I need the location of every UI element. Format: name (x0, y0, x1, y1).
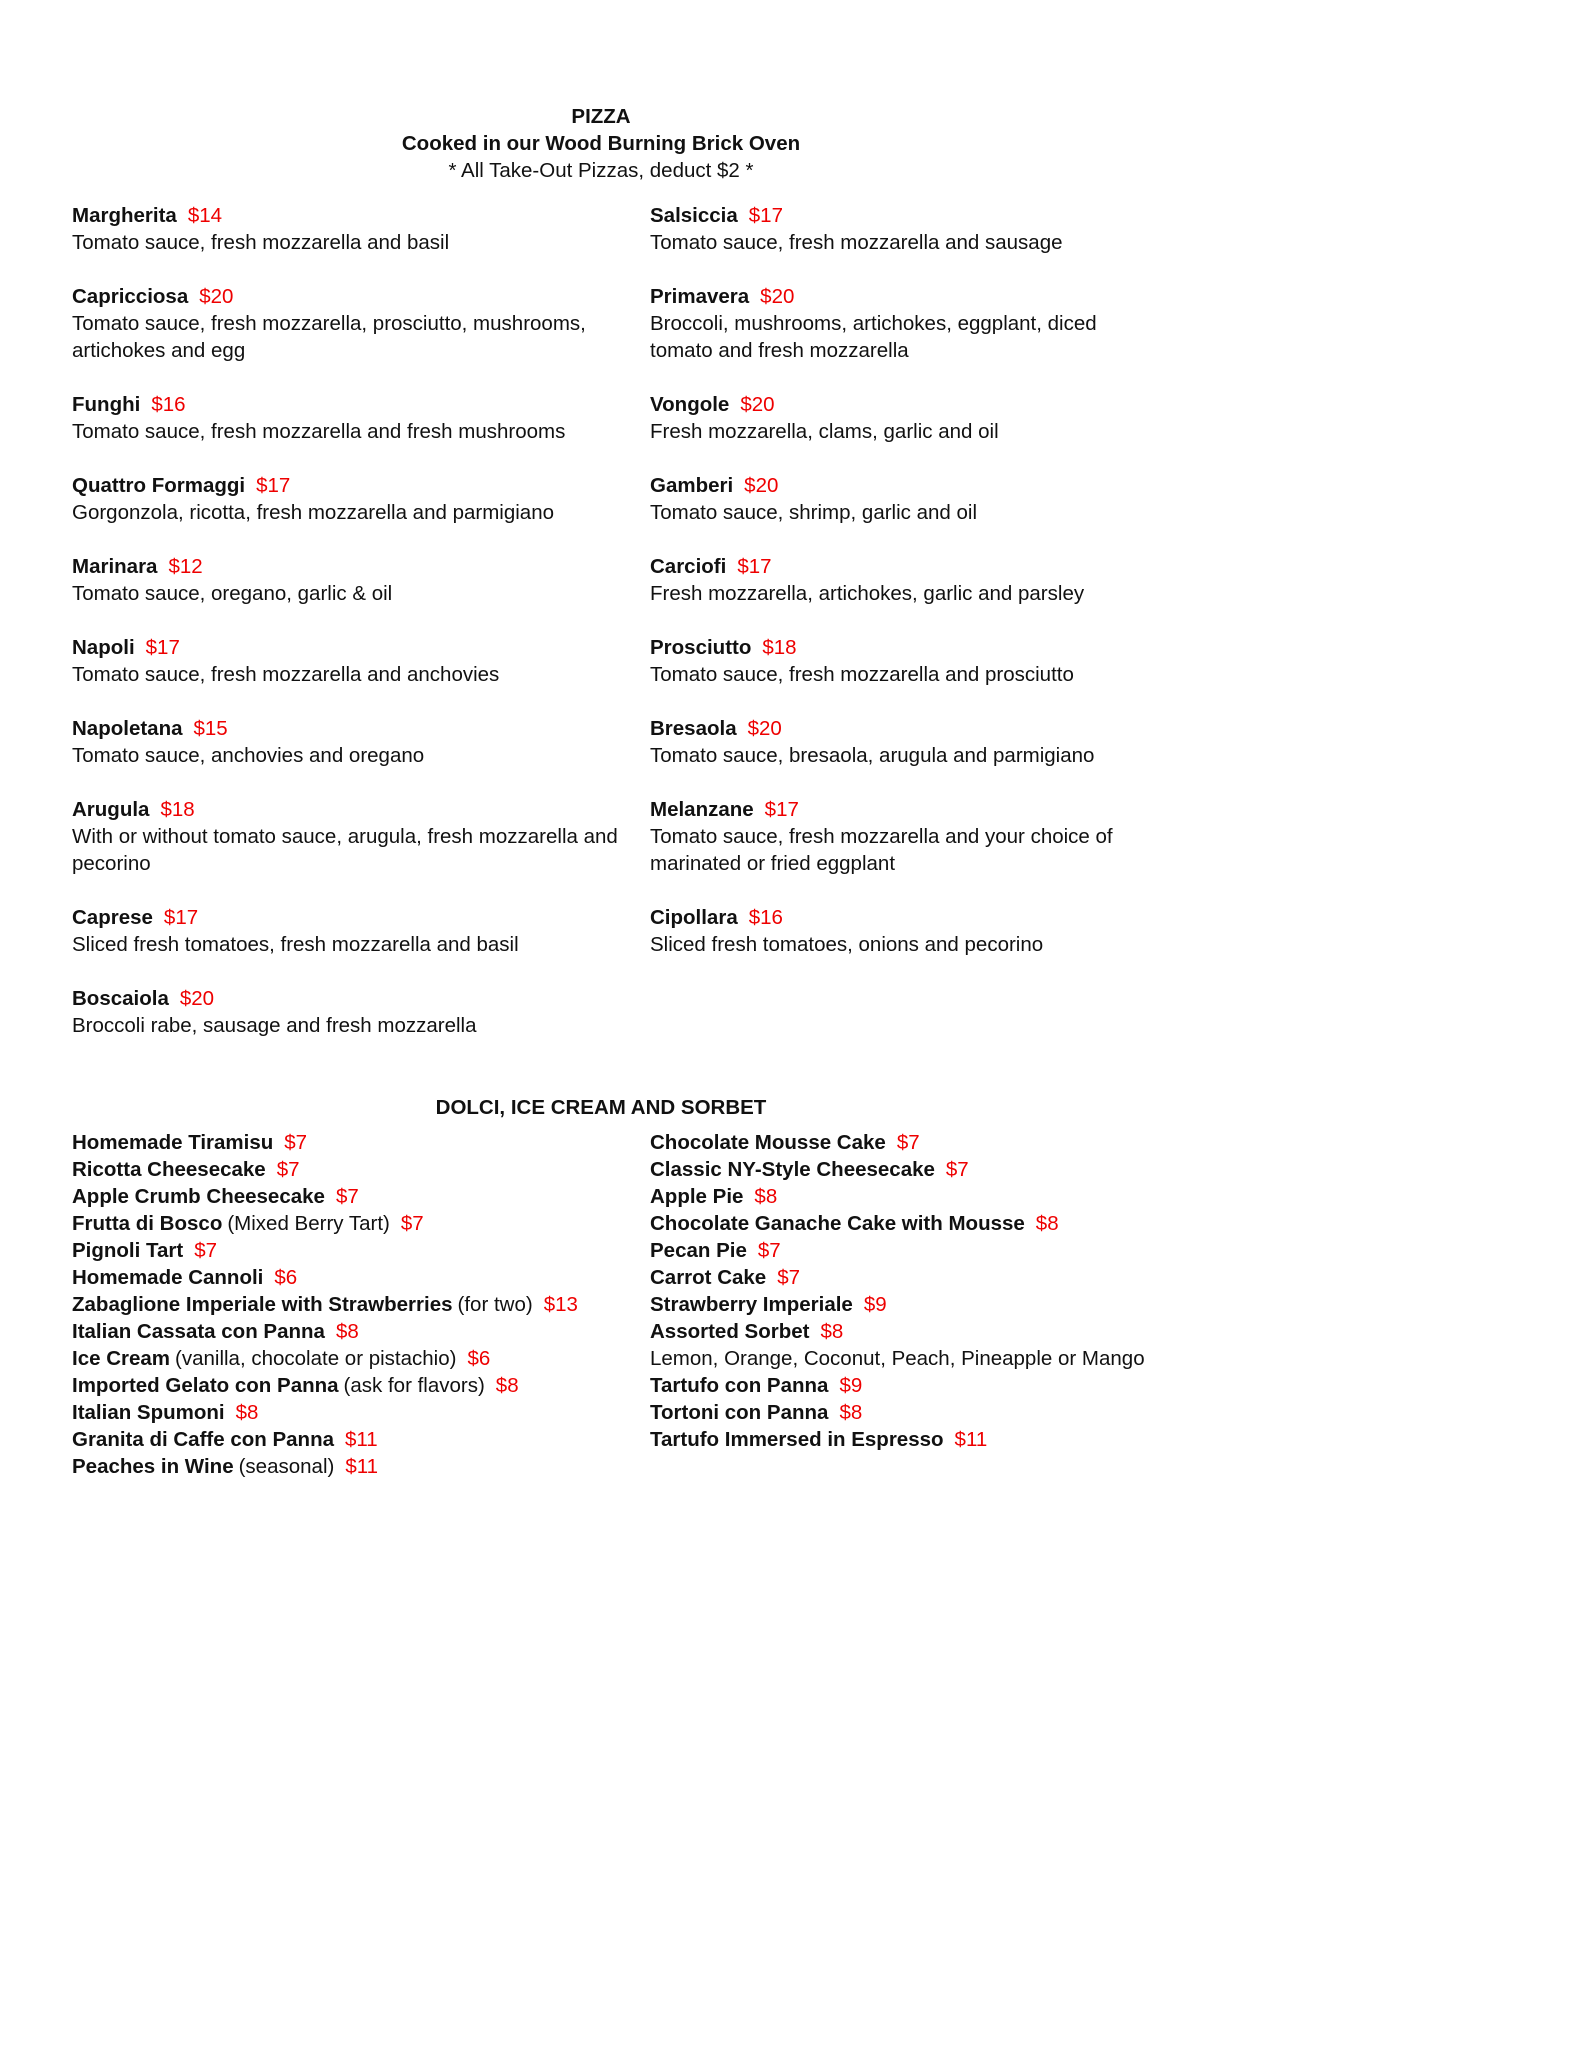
item-name: Tartufo con Panna (650, 1374, 829, 1397)
item-price: $20 (179, 987, 215, 1010)
item-description: With or without tomato sauce, arugula, fresh mozzarella and pecorino (72, 825, 618, 875)
item-description: Tomato sauce, shrimp, garlic and oil (650, 501, 978, 524)
menu-item (72, 202, 650, 256)
menu-item (650, 472, 1130, 526)
dolci-item (72, 1426, 650, 1453)
menu-item-header (72, 634, 620, 661)
item-name: Margherita (72, 204, 177, 227)
menu-item (72, 715, 650, 769)
item-price: $11 (954, 1428, 988, 1451)
menu-item (650, 634, 1130, 688)
item-name: Pignoli Tart (72, 1239, 184, 1262)
menu-item-header (650, 634, 1130, 661)
dolci-item (650, 1291, 1130, 1318)
item-price: $8 (495, 1374, 519, 1397)
item-price: $13 (543, 1293, 578, 1316)
item-note: (for two) (457, 1293, 533, 1316)
menu-item (72, 985, 650, 1039)
item-name: Granita di Caffe con Panna (72, 1428, 334, 1451)
item-price: $8 (754, 1185, 778, 1208)
item-price: $7 (400, 1212, 424, 1235)
menu-item (72, 283, 650, 364)
menu-item (72, 796, 650, 877)
item-price: $16 (151, 393, 186, 416)
menu-item-header (650, 715, 1130, 742)
dolci-item (650, 1345, 1145, 1372)
item-description: Tomato sauce, fresh mozzarella, prosciutto, mushrooms, artichokes and egg (72, 312, 586, 362)
item-name: Ricotta Cheesecake (72, 1158, 266, 1181)
item-name: Boscaiola (72, 987, 169, 1010)
dolci-item (650, 1264, 1130, 1291)
item-description: Tomato sauce, fresh mozzarella and your choice of marinated or fried eggplant (650, 825, 1113, 875)
menu-item (650, 904, 1130, 958)
item-price: $17 (145, 636, 180, 659)
menu-item-header (72, 796, 620, 823)
item-price: $18 (762, 636, 797, 659)
menu-item (72, 472, 650, 526)
item-price: $20 (760, 285, 795, 308)
item-description: Sliced fresh tomatoes, onions and pecorino (650, 933, 1044, 956)
item-price: $6 (274, 1266, 298, 1289)
item-price: $7 (335, 1185, 359, 1208)
item-name: Strawberry Imperiale (650, 1293, 853, 1316)
item-name: Melanzane (650, 798, 754, 821)
item-description: Broccoli rabe, sausage and fresh mozzarella (72, 1014, 477, 1037)
item-name: Pecan Pie (650, 1239, 747, 1262)
menu-item-header (650, 904, 1130, 931)
dolci-column-left (72, 1129, 650, 1480)
item-name: Chocolate Ganache Cake with Mousse (650, 1212, 1025, 1235)
item-name: Frutta di Bosco (72, 1212, 223, 1235)
menu-item (72, 553, 650, 607)
dolci-item (72, 1237, 650, 1264)
item-price: $8 (839, 1401, 863, 1424)
item-price: $7 (276, 1158, 300, 1181)
item-description: Tomato sauce, anchovies and oregano (72, 744, 425, 767)
item-name: Tartufo Immersed in Espresso (650, 1428, 944, 1451)
dolci-item (650, 1183, 1130, 1210)
item-note: (ask for flavors) (343, 1374, 485, 1397)
item-price: $16 (748, 906, 783, 929)
dolci-item (650, 1372, 1130, 1399)
item-description: Gorgonzola, ricotta, fresh mozzarella and parmigiano (72, 501, 554, 524)
item-price: $20 (744, 474, 779, 497)
dolci-section-title: DOLCI, ICE CREAM AND SORBET (435, 1096, 767, 1119)
dolci-item (650, 1399, 1130, 1426)
item-price: $8 (1035, 1212, 1059, 1235)
item-name: Carrot Cake (650, 1266, 767, 1289)
item-price: $17 (256, 474, 291, 497)
menu-item (650, 715, 1130, 769)
dolci-item (72, 1183, 650, 1210)
item-name: Homemade Tiramisu (72, 1131, 274, 1154)
item-price: $14 (187, 204, 223, 227)
item-name: Apple Crumb Cheesecake (72, 1185, 325, 1208)
item-price: $7 (284, 1131, 308, 1154)
menu-item (72, 391, 650, 445)
item-description: Tomato sauce, fresh mozzarella and prosciutto (650, 663, 1074, 686)
item-price: $6 (467, 1347, 491, 1370)
item-name: Apple Pie (650, 1185, 744, 1208)
item-name: Peaches in Wine (72, 1455, 234, 1478)
menu-item-header (72, 985, 620, 1012)
item-note: (Mixed Berry Tart) (227, 1212, 390, 1235)
item-name: Chocolate Mousse Cake (650, 1131, 886, 1154)
item-name: Caprese (72, 906, 153, 929)
item-name: Zabaglione Imperiale with Strawberries (72, 1293, 453, 1316)
item-price: $7 (194, 1239, 218, 1262)
menu-item-header (72, 202, 620, 229)
item-price: $17 (737, 555, 772, 578)
menu-item-header (650, 553, 1130, 580)
item-name: Napoli (72, 636, 135, 659)
item-price: $17 (163, 906, 199, 929)
item-name: Cipollara (650, 906, 738, 929)
menu-item-header (72, 904, 620, 931)
item-price: $9 (839, 1374, 863, 1397)
dolci-item (650, 1156, 1130, 1183)
item-name: Funghi (72, 393, 141, 416)
menu-item-header (650, 472, 1130, 499)
item-name: Napoletana (72, 717, 183, 740)
menu-item (650, 391, 1130, 445)
dolci-item (650, 1210, 1130, 1237)
menu-content (72, 103, 1145, 1480)
item-name: Quattro Formaggi (72, 474, 246, 497)
item-price: $7 (896, 1131, 920, 1154)
item-description: Tomato sauce, fresh mozzarella and sausage (650, 231, 1063, 254)
takeout-note: * All Take-Out Pizzas, deduct $2 * (448, 159, 754, 182)
dolci-item (72, 1129, 650, 1156)
item-price: $15 (193, 717, 228, 740)
dolci-item (72, 1453, 650, 1480)
menu-item-header (72, 715, 620, 742)
menu-item-header (650, 796, 1130, 823)
pizza-column-right (650, 202, 1130, 985)
item-price: $18 (160, 798, 195, 821)
item-name: Capricciosa (72, 285, 189, 308)
menu-item-header (650, 202, 1130, 229)
item-description: Sliced fresh tomatoes, fresh mozzarella and basil (72, 933, 519, 956)
item-description: Tomato sauce, oregano, garlic & oil (72, 582, 393, 605)
dolci-item (650, 1129, 1130, 1156)
item-price: $9 (863, 1293, 887, 1316)
menu-item (650, 283, 1130, 364)
item-price: $7 (757, 1239, 781, 1262)
item-name: Imported Gelato con Panna (72, 1374, 339, 1397)
item-description: Broccoli, mushrooms, artichokes, eggplant, diced tomato and fresh mozzarella (650, 312, 1097, 362)
item-name: Homemade Cannoli (72, 1266, 264, 1289)
item-name: Gamberi (650, 474, 734, 497)
dolci-item (72, 1318, 650, 1345)
dolci-column-right (650, 1129, 1145, 1453)
item-description: Tomato sauce, bresaola, arugula and parmigiano (650, 744, 1095, 767)
item-name: Bresaola (650, 717, 737, 740)
item-note: (vanilla, chocolate or pistachio) (175, 1347, 457, 1370)
dolci-item (72, 1264, 650, 1291)
item-price: $17 (764, 798, 799, 821)
item-price: $11 (345, 1455, 379, 1478)
item-name: Classic NY-Style Cheesecake (650, 1158, 935, 1181)
menu-item-header (72, 283, 620, 310)
item-name: Tortoni con Panna (650, 1401, 829, 1424)
menu-item-header (72, 472, 620, 499)
menu-item (650, 796, 1130, 877)
dolci-menu-grid (72, 1129, 1145, 1480)
menu-item-header (650, 391, 1130, 418)
item-name: Vongole (650, 393, 730, 416)
item-description: Tomato sauce, fresh mozzarella and basil (72, 231, 450, 254)
item-name: Marinara (72, 555, 158, 578)
menu-item-header (72, 391, 620, 418)
item-price: $7 (945, 1158, 969, 1181)
item-price: $20 (747, 717, 782, 740)
item-price: $8 (820, 1320, 844, 1343)
item-description: Tomato sauce, fresh mozzarella and fresh mushrooms (72, 420, 566, 443)
dolci-item (650, 1318, 1130, 1345)
pizza-menu-grid (72, 202, 1130, 1066)
dolci-item (650, 1426, 1130, 1453)
menu-item-header (72, 553, 620, 580)
menu-item-header (650, 283, 1130, 310)
item-price: $8 (335, 1320, 359, 1343)
item-price: $20 (199, 285, 234, 308)
dolci-item (72, 1399, 650, 1426)
dolci-item (72, 1210, 650, 1237)
item-name: Italian Cassata con Panna (72, 1320, 325, 1343)
pizza-section-title: PIZZA (571, 105, 631, 128)
menu-item (650, 553, 1130, 607)
item-price: $7 (777, 1266, 801, 1289)
item-name: Prosciutto (650, 636, 752, 659)
item-price: $12 (168, 555, 203, 578)
item-price: $11 (345, 1428, 378, 1451)
pizza-column-left (72, 202, 650, 1066)
item-name: Arugula (72, 798, 150, 821)
item-note: (seasonal) (238, 1455, 335, 1478)
item-name: Salsiccia (650, 204, 738, 227)
item-name: Carciofi (650, 555, 727, 578)
menu-item (650, 202, 1130, 256)
pizza-section-header (72, 103, 1130, 184)
menu-item (72, 634, 650, 688)
item-name: Italian Spumoni (72, 1401, 225, 1424)
item-name: Assorted Sorbet (650, 1320, 810, 1343)
menu-item (72, 904, 650, 958)
dolci-item (72, 1291, 650, 1318)
dolci-item (72, 1372, 650, 1399)
item-description: Fresh mozzarella, artichokes, garlic and parsley (650, 582, 1085, 605)
item-price: $17 (748, 204, 783, 227)
dolci-item (72, 1156, 650, 1183)
item-price: $20 (740, 393, 775, 416)
item-note: Lemon, Orange, Coconut, Peach, Pineapple or Mango (650, 1347, 1145, 1370)
item-description: Tomato sauce, fresh mozzarella and anchovies (72, 663, 500, 686)
dolci-item (650, 1237, 1130, 1264)
item-price: $8 (235, 1401, 259, 1424)
item-name: Primavera (650, 285, 750, 308)
item-name: Ice Cream (72, 1347, 171, 1370)
pizza-section-subtitle: Cooked in our Wood Burning Brick Oven (401, 132, 801, 155)
item-description: Fresh mozzarella, clams, garlic and oil (650, 420, 999, 443)
dolci-item (72, 1345, 650, 1372)
